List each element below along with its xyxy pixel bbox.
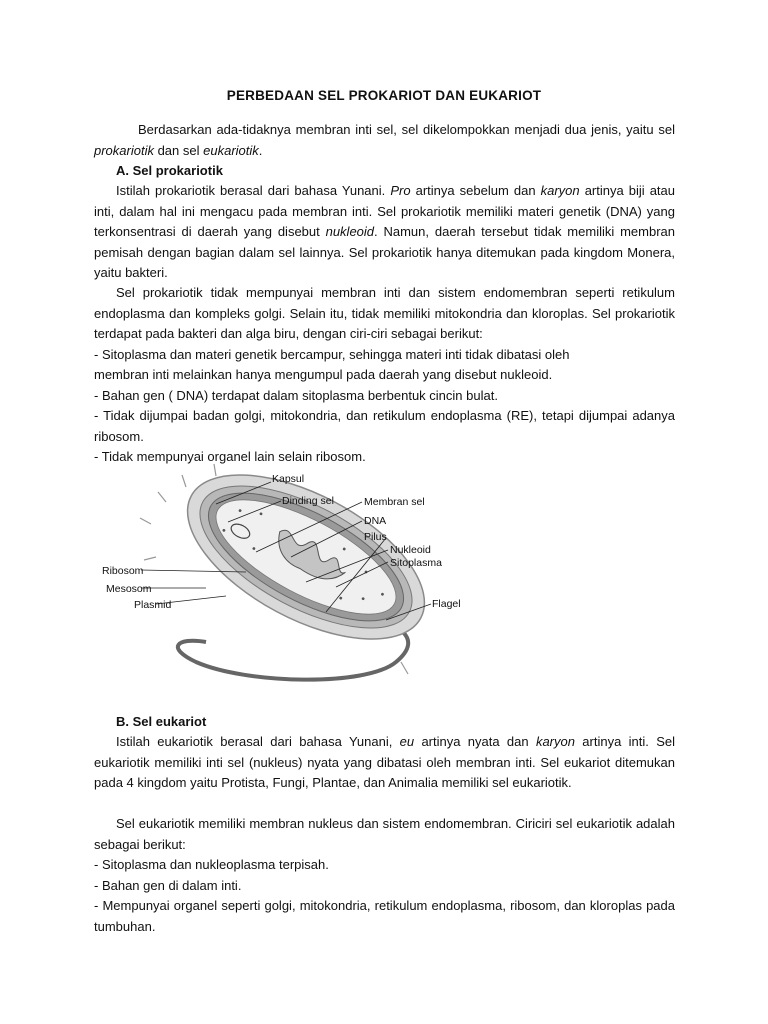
page-title: PERBEDAAN SEL PROKARIOT DAN EUKARIOT [226, 88, 542, 103]
intro-text-3: . [258, 142, 263, 158]
section-a-heading: A. Sel prokariotik [116, 163, 223, 178]
section-b-paragraph-1 [94, 732, 675, 794]
section-b-list-item-2: - Bahan gen di dalam inti. [94, 878, 242, 893]
section-a-p1-text-1: Istilah prokariotik berasal dari bahasa Yunani. [116, 183, 391, 198]
section-a-p1-text-3: artinya biji atau inti, dalam hal ini mengacu pada membran inti. Sel prokariotik memiliki materi genetik (DNA) yang terkonsentrasi di daerah yang disebut [94, 183, 676, 239]
section-a-paragraph-1 [94, 181, 675, 284]
intro-text-1: Berdasarkan ada-tidaknya membran inti sel, sel dikelompokkan menjadi dua jenis, yaitu sel [138, 122, 675, 137]
term-pro: Pro [390, 183, 411, 198]
label-ribosom: Ribosom [102, 565, 144, 577]
label-sitoplasma: Sitoplasma [390, 557, 442, 569]
section-b-heading: B. Sel eukariot [116, 714, 207, 729]
label-membran-sel: Membran sel [364, 496, 425, 508]
prokaryotic-cell-diagram [96, 462, 486, 694]
section-b-list-item-3: - Mempunyai organel seperti golgi, mitokondria, retikulum endoplasma, ribosom, dan kloroplas pada tumbuhan. [94, 898, 675, 934]
label-flagel: Flagel [432, 598, 461, 610]
section-b-p1-text-2: artinya nyata dan [414, 734, 536, 749]
label-dinding-sel: Dinding sel [282, 495, 334, 507]
section-a-list-item-1b: membran inti melainkan hanya mengumpul pada daerah yang disebut nukleoid. [94, 367, 553, 382]
term-karyon-b: karyon [535, 734, 575, 749]
term-karyon: karyon [540, 183, 580, 198]
section-b-paragraph-2: Sel eukariotik memiliki membran nukleus dan sistem endomembran. Ciriciri sel eukariotik adalah sebagai berikut: [94, 816, 675, 852]
label-pilus: Pilus [364, 531, 387, 543]
section-a-list-item-1a: - Sitoplasma dan materi genetik bercampur, sehingga materi inti tidak dibatasi oleh [94, 347, 570, 362]
section-b-p1-text-1: Istilah eukariotik berasal dari bahasa Yunani, [116, 734, 400, 749]
section-a-list-item-2: - Bahan gen ( DNA) terdapat dalam sitoplasma berbentuk cincin bulat. [94, 388, 498, 403]
term-nukleoid: nukleoid [325, 224, 375, 239]
intro-text-2: dan sel [153, 142, 204, 158]
label-nukleoid: Nukleoid [390, 544, 431, 556]
label-mesosom: Mesosom [106, 583, 152, 595]
intro-term-prokariotik: prokariotik [94, 142, 154, 158]
intro-paragraph [94, 120, 675, 161]
label-dna: DNA [364, 515, 387, 527]
section-a-list-item-4: - Tidak mempunyai organel lain selain ribosom. [94, 449, 366, 464]
section-a-p1-text-4: . Namun, daerah tersebut tidak memiliki membran pemisah dengan bagian dalam sel lainnya. Sel prokariotik hanya ditemukan pada kingdom Monera, yaitu bakteri. [94, 224, 675, 280]
section-a-list-item-3: - Tidak dijumpai badan golgi, mitokondria, dan retikulum endoplasma (RE), tetapi dijumpai adanya ribosom. [94, 408, 675, 444]
section-b-list-item-1: - Sitoplasma dan nukleoplasma terpisah. [94, 857, 329, 872]
section-a-p1-text-2: artinya sebelum dan [410, 183, 541, 198]
section-a-paragraph-2: Sel prokariotik tidak mempunyai membran inti dan sistem endomembran seperti retikulum endoplasma dan kompleks golgi. Selain itu, tidak memiliki mitokondria dan kloroplas. Sel prokariotik terdapat pada bakteri dan alga biru, dengan ciri-ciri sebagai berikut: [94, 285, 675, 341]
label-plasmid: Plasmid [134, 599, 172, 611]
section-b-p1-text-3: artinya inti. Sel eukariotik memiliki inti sel (nukleus) nyata yang dibatasi oleh membran inti. Sel eukariot ditemukan pada 4 kingdom yaitu Protista, Fungi, Plantae, dan Animalia memiliki sel eukariotik. [94, 734, 675, 790]
label-kapsul: Kapsul [272, 473, 305, 485]
intro-term-eukariotik: eukariotik [203, 142, 259, 158]
term-eu: eu [399, 734, 415, 749]
